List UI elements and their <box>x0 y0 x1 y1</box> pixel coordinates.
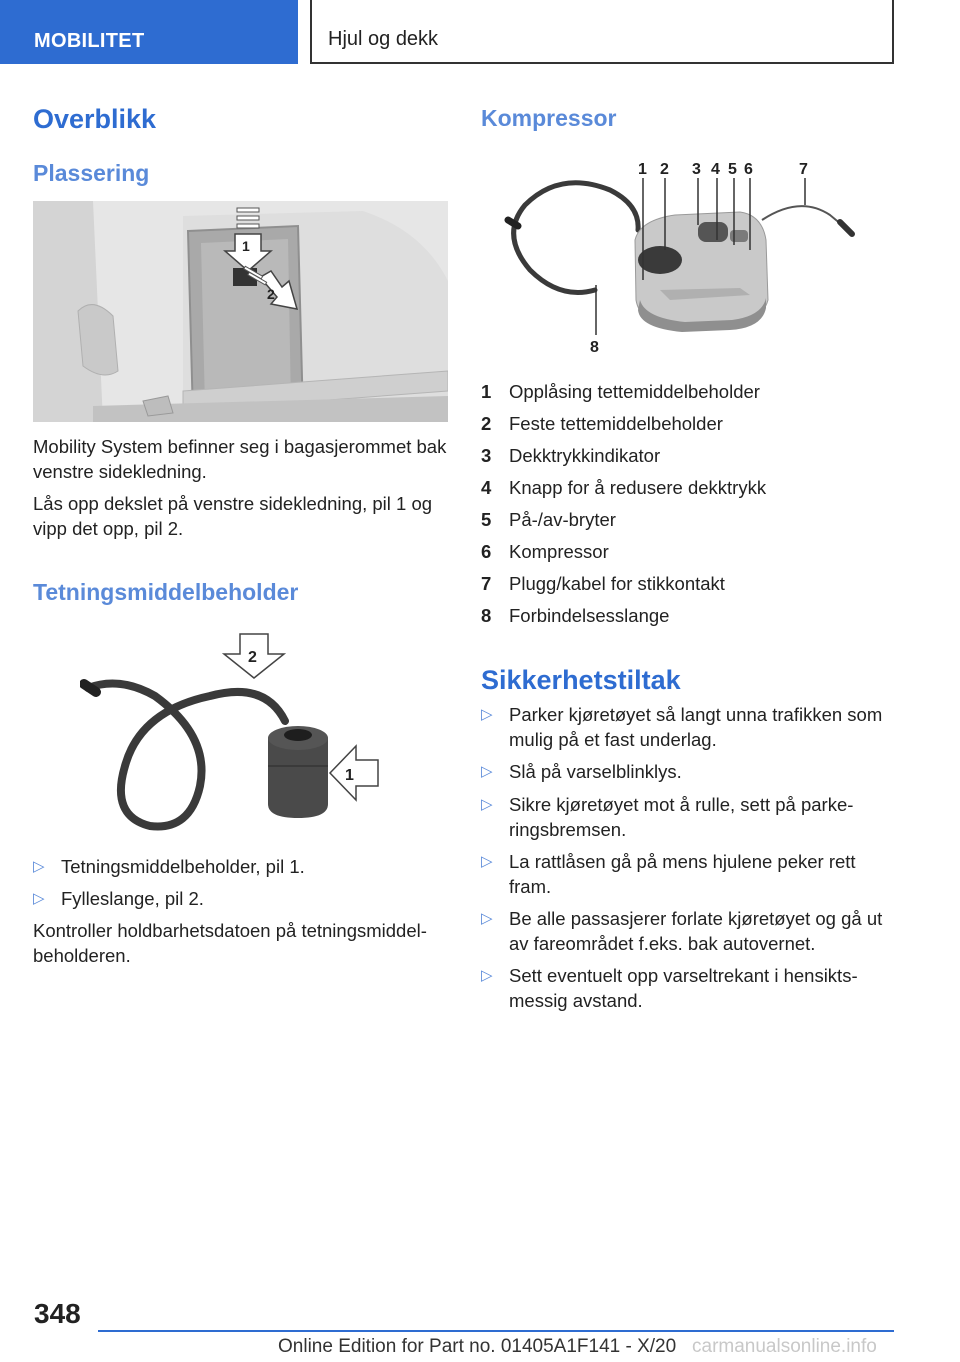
legend-label: Kompressor <box>509 541 609 562</box>
placement-paragraph-1: Mobility System befinner seg i bagasjerommet bak venstre sidekledning. <box>33 436 447 482</box>
sealant-container-illustration <box>80 626 390 836</box>
triangle-right-icon: ▷ <box>481 706 493 723</box>
safety-heading: Sikkerhetstiltak <box>481 665 681 695</box>
legend-number: 8 <box>481 605 492 626</box>
sealant-container-image <box>80 626 390 836</box>
triangle-right-icon: ▷ <box>481 796 493 813</box>
legend-item <box>481 603 901 628</box>
container-bullet-1-text: Tetningsmiddelbeholder, pil 1. <box>61 856 305 877</box>
safety-bullet-4-text: La rattlåsen gå på mens hjulene peker rett fram. <box>509 851 856 897</box>
compressor-label-7: 7 <box>799 161 808 178</box>
legend-label: Opplåsing tettemiddelbeholder <box>509 381 760 402</box>
legend-number: 3 <box>481 445 492 466</box>
legend-label: Feste tettemiddelbeholder <box>509 413 723 434</box>
container-bullet-1 <box>33 854 448 879</box>
compressor-label-1: 1 <box>638 161 647 178</box>
safety-bullet-3 <box>481 792 893 842</box>
compressor-illustration <box>500 150 860 360</box>
legend-item <box>481 475 901 500</box>
triangle-right-icon: ▷ <box>481 853 493 870</box>
legend-item <box>481 379 901 404</box>
legend-item <box>481 411 901 436</box>
chapter-title: Hjul og dekk <box>310 0 894 64</box>
container-bullet-2-text: Fylleslange, pil 2. <box>61 888 204 909</box>
container-bullet-2 <box>33 886 448 911</box>
section-tab: MOBILITET <box>0 0 298 64</box>
triangle-right-icon: ▷ <box>481 967 493 984</box>
legend-item <box>481 539 901 564</box>
section-title: Overblikk <box>33 104 157 134</box>
legend-number: 5 <box>481 509 492 530</box>
safety-bullet-6 <box>481 963 893 1013</box>
legend-label: Plugg/kabel for stikkontakt <box>509 573 725 594</box>
trunk-panel-illustration <box>33 201 448 422</box>
legend-item <box>481 571 901 596</box>
container-arrow-label-2: 2 <box>248 649 257 666</box>
compressor-label-8: 8 <box>590 339 599 356</box>
compressor-image <box>500 150 860 360</box>
legend-label: Dekktrykkindikator <box>509 445 661 466</box>
placement-heading: Plassering <box>33 160 150 186</box>
compressor-label-2: 2 <box>660 161 669 178</box>
footer-edition: Online Edition for Part no. 01405A1F141 - X/20 <box>278 1336 677 1357</box>
safety-bullet-4 <box>481 849 893 899</box>
trunk-panel-image <box>33 201 448 422</box>
legend-item <box>481 507 901 532</box>
safety-bullet-1-text: Parker kjøretøyet så langt unna trafikken som mulig på et fast underlag. <box>509 704 883 750</box>
legend-label: Forbindelsesslange <box>509 605 670 626</box>
triangle-right-icon: ▷ <box>33 858 45 875</box>
compressor-label-5: 5 <box>728 161 737 178</box>
legend-number: 1 <box>481 381 492 402</box>
safety-bullet-2-text: Slå på varselblinklys. <box>509 761 682 782</box>
legend-number: 7 <box>481 573 492 594</box>
triangle-right-icon: ▷ <box>481 910 493 927</box>
triangle-right-icon: ▷ <box>33 890 45 907</box>
safety-bullet-6-text: Sett eventuelt opp varseltrekant i hensiktsmessig avstand. <box>509 965 858 1011</box>
compressor-label-4: 4 <box>711 161 720 178</box>
placement-paragraph-2: Lås opp dekslet på venstre sidekledning, pil 1 og vipp det opp, pil 2. <box>33 493 433 539</box>
arrow-label-2: 2 <box>267 286 275 302</box>
safety-bullet-1 <box>481 702 893 752</box>
safety-bullet-2 <box>481 759 893 784</box>
compressor-heading: Kompressor <box>481 105 617 131</box>
safety-bullet-5 <box>481 906 893 956</box>
legend-number: 2 <box>481 413 492 434</box>
watermark: carmanualsonline.info <box>692 1336 877 1357</box>
container-heading: Tetningsmiddelbeholder <box>33 579 299 605</box>
legend-item <box>481 443 901 468</box>
safety-bullet-3-text: Sikre kjøretøyet mot å rulle, sett på parkeringsbremsen. <box>509 794 854 840</box>
safety-bullet-5-text: Be alle passasjerer forlate kjøretøyet og gå ut av fareområdet f.eks. bak autovernet. <box>509 908 883 954</box>
container-arrow-label-1: 1 <box>345 767 354 784</box>
compressor-label-3: 3 <box>692 161 701 178</box>
compressor-label-6: 6 <box>744 161 753 178</box>
legend-number: 6 <box>481 541 492 562</box>
container-paragraph: Kontroller holdbarhetsdatoen på tetningsmiddelbeholderen. <box>33 920 427 966</box>
page-number: 348 <box>34 1298 81 1329</box>
footer-divider <box>98 1330 894 1332</box>
arrow-label-1: 1 <box>242 238 250 254</box>
legend-number: 4 <box>481 477 492 498</box>
triangle-right-icon: ▷ <box>481 763 493 780</box>
legend-label: På-/av-bryter <box>509 509 616 530</box>
legend-label: Knapp for å redusere dekktrykk <box>509 477 767 498</box>
